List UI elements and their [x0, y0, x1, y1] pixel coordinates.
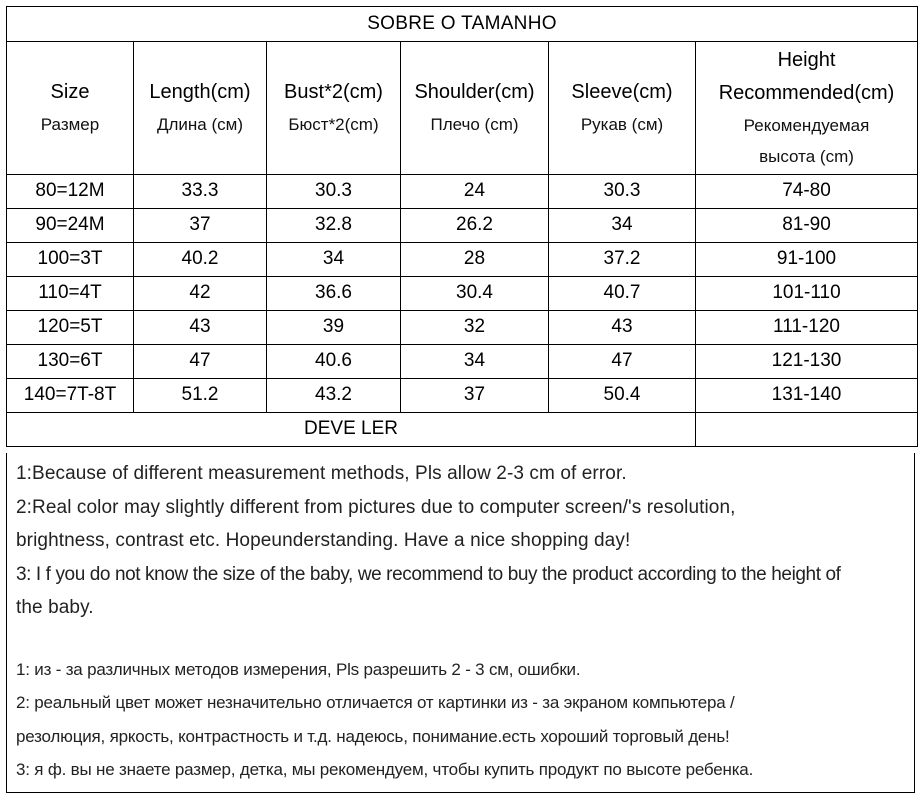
measurement-cell: 131-140 [696, 379, 918, 413]
measurement-cell: 40.6 [267, 345, 401, 379]
must-read-label: DEVE LER [7, 413, 696, 447]
measurement-cell: 40.7 [549, 277, 696, 311]
empty-footer-cell [696, 413, 918, 447]
notes-spacer [16, 625, 906, 653]
note-line: резолюция, яркость, контрастность и т.д. надеюсь, понимание.есть хороший торговый день! [16, 726, 730, 746]
measurement-cell: 40.2 [134, 243, 267, 277]
column-header-russian: Бюст*2(cm) [288, 115, 379, 134]
measurement-cell: 37 [134, 209, 267, 243]
note-line: 3: I f you do not know the size of the baby, we recommend to buy the product according to the height of [16, 563, 841, 585]
note-line: 2:Real color may slightly different from pictures due to computer screen/'s resolution, [16, 496, 736, 518]
column-header-russian: Плечо (cm) [430, 115, 519, 134]
size-cell: 80=12M [7, 175, 134, 209]
table-row [7, 277, 918, 311]
column-header-english: Height [777, 49, 836, 71]
size-chart [6, 6, 917, 794]
table-row [7, 243, 918, 277]
size-table [6, 6, 918, 447]
measurement-cell: 30.3 [267, 175, 401, 209]
measurement-cell: 39 [267, 311, 401, 345]
column-header-russian: Рекомендуемая [743, 116, 870, 135]
table-row [7, 175, 918, 209]
table-row [7, 379, 918, 413]
measurement-cell: 34 [267, 243, 401, 277]
measurement-cell: 28 [401, 243, 549, 277]
measurement-cell: 34 [549, 209, 696, 243]
measurement-cell: 37 [401, 379, 549, 413]
measurement-cell: 30.3 [549, 175, 696, 209]
size-cell: 90=24M [7, 209, 134, 243]
measurement-cell: 101-110 [696, 277, 918, 311]
column-header-english: Length(cm) [149, 81, 251, 103]
measurement-cell: 111-120 [696, 311, 918, 345]
measurement-cell: 47 [549, 345, 696, 379]
note-line: brightness, contrast etc. Hopeunderstanding. Have a nice shopping day! [16, 530, 631, 551]
measurement-cell: 30.4 [401, 277, 549, 311]
measurement-cell: 32.8 [267, 209, 401, 243]
measurement-cell: 51.2 [134, 379, 267, 413]
header-row [7, 42, 918, 175]
measurement-cell: 33.3 [134, 175, 267, 209]
column-header-russian: Длина (см) [156, 115, 243, 134]
column-header [549, 42, 696, 175]
note-line: 3: я ф. вы не знаете размер, детка, мы рекомендуем, чтобы купить продукт по высоте ребенка. [16, 760, 754, 779]
table-body [7, 175, 918, 413]
measurement-cell: 81-90 [696, 209, 918, 243]
column-header-russian: высота (cm) [759, 147, 854, 166]
measurement-cell: 26.2 [401, 209, 549, 243]
measurement-cell: 24 [401, 175, 549, 209]
measurement-cell: 47 [134, 345, 267, 379]
measurement-cell: 43.2 [267, 379, 401, 413]
table-row [7, 311, 918, 345]
measurement-cell: 34 [401, 345, 549, 379]
column-header-english: Size [50, 81, 90, 103]
size-cell: 110=4T [7, 277, 134, 311]
notes-russian [16, 653, 906, 787]
column-header-english: Sleeve(cm) [571, 81, 673, 103]
measurement-cell: 43 [549, 311, 696, 345]
notes-english [16, 457, 906, 625]
table-row [7, 345, 918, 379]
column-header-english: Shoulder(cm) [414, 81, 535, 103]
measurement-cell: 42 [134, 277, 267, 311]
measurement-cell: 121-130 [696, 345, 918, 379]
notes-panel [6, 453, 915, 793]
measurement-cell: 43 [134, 311, 267, 345]
column-header [696, 42, 918, 175]
size-cell: 140=7T-8T [7, 379, 134, 413]
note-line: 2: реальный цвет может незначительно отличается от картинки из - за экраном компьютера / [16, 693, 735, 712]
table-row [7, 209, 918, 243]
column-header-russian: Рукав (см) [580, 115, 664, 134]
note-line: 1: из - за различных методов измерения, Pls разрешить 2 - 3 см, ошибки. [16, 659, 581, 679]
column-header [267, 42, 401, 175]
size-cell: 130=6T [7, 345, 134, 379]
column-header-english: Bust*2(cm) [284, 81, 383, 103]
column-header [134, 42, 267, 175]
measurement-cell: 32 [401, 311, 549, 345]
chart-title: SOBRE O TAMANHO [7, 7, 918, 42]
measurement-cell: 91-100 [696, 243, 918, 277]
size-cell: 120=5T [7, 311, 134, 345]
size-cell: 100=3T [7, 243, 134, 277]
note-line: the baby. [16, 597, 94, 618]
column-header [7, 42, 134, 175]
note-line: 1:Because of different measurement methods, Pls allow 2-3 cm of error. [16, 463, 627, 484]
measurement-cell: 74-80 [696, 175, 918, 209]
column-header-english: Recommended(cm) [718, 82, 895, 104]
measurement-cell: 36.6 [267, 277, 401, 311]
column-header [401, 42, 549, 175]
column-header-russian: Размер [40, 115, 100, 134]
measurement-cell: 50.4 [549, 379, 696, 413]
measurement-cell: 37.2 [549, 243, 696, 277]
